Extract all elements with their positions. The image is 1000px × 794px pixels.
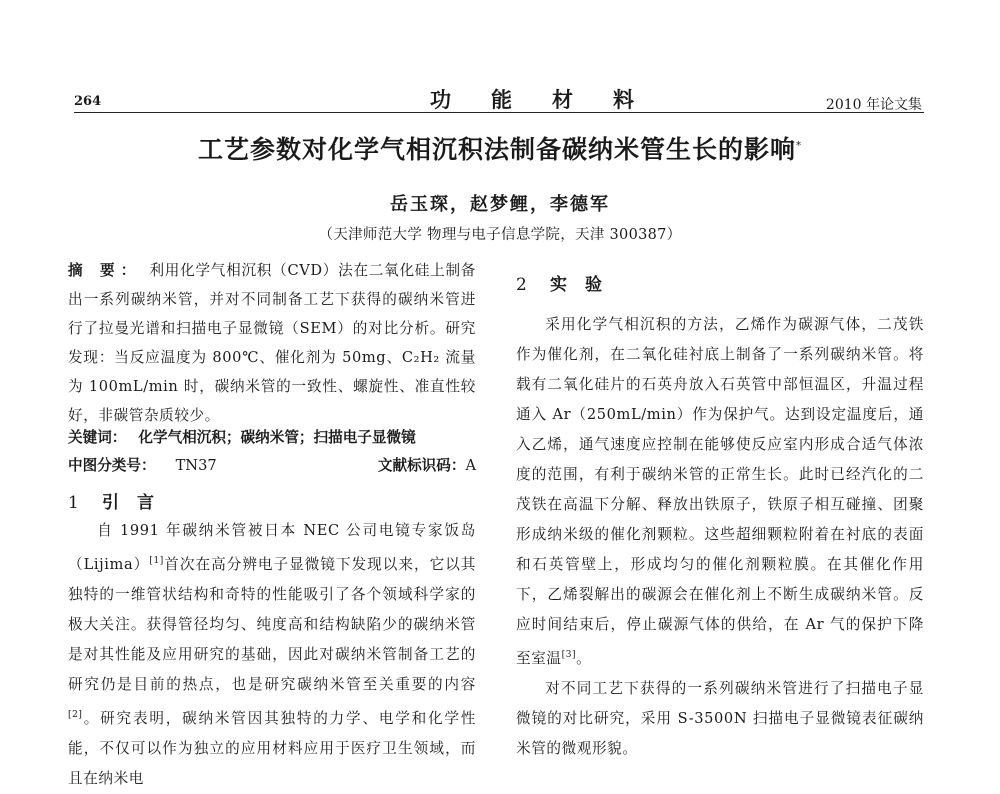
- keywords-text: 化学气相沉积；碳纳米管；扫描电子显微镜: [138, 429, 416, 446]
- clc-value: TN37: [175, 457, 217, 474]
- section-title: 实验: [550, 275, 620, 295]
- affiliation: （天津师范大学 物理与电子信息学院，天津 300387）: [318, 227, 682, 243]
- classification: [68, 452, 476, 480]
- paper-title: 工艺参数对化学气相沉积法制备碳纳米管生长的影响*: [197, 135, 802, 164]
- citation: [1]: [149, 556, 164, 566]
- section-number: 1: [68, 493, 79, 513]
- paragraph: 采用化学气相沉积的方法，乙烯作为碳源气体，二茂铁作为催化剂，在二氧化硅衬底上制备了一系列碳纳米管。将载有二氧化硅片的石英舟放入石英管中部恒温区，升温过程通入 Ar（250mL/min）作为保护气。达到设定温度后，通入乙烯，通气速度应控制在能够使反应室内形成合适气体浓度的范围，有利于碳纳米管的正常生长。此时已经汽化的二茂铁在高温下分解、释放出铁原子，铁原子相互碰撞、团聚形成纳米级的催化剂颗粒。这些超细颗粒附着在衬底的表面和石英管壁上，形成均匀的催化剂颗粒膜。在其催化作用下，乙烯裂解出的碳源会在催化剂上不断生成碳纳米管。反应时间结束后，停止碳源气体的供给，在 Ar 气的保护下降至室温[3]。: [516, 316, 924, 667]
- abstract: [68, 256, 476, 430]
- page-number: 264: [74, 94, 102, 109]
- citation: [2]: [68, 709, 83, 720]
- section-title: 引言: [102, 493, 172, 513]
- paragraph: 对不同工艺下获得的一系列碳纳米管进行了扫描电子显微镜的对比研究，采用 S-3500N 扫描电子显微镜表征碳纳米管的微观形貌。: [516, 679, 924, 757]
- keywords-label: 关键词：: [68, 429, 127, 446]
- authors: 岳玉琛，赵梦鲤，李德军: [390, 194, 610, 215]
- header-rule: [74, 112, 924, 113]
- abstract-label: 摘 要：: [68, 262, 142, 279]
- doc-code-label: 文献标识码：: [377, 457, 466, 474]
- section-number: 2: [516, 275, 527, 295]
- intro-body: [68, 516, 476, 794]
- issue-label: 2010 年论文集: [825, 97, 922, 113]
- section-heading-experiment: [516, 270, 924, 295]
- section-heading-intro: [68, 488, 476, 513]
- doc-code-value: A: [465, 457, 476, 474]
- abstract-text: 利用化学气相沉积（CVD）法在二氧化硅上制备出一系列碳纳米管，并对不同制备工艺下获得的碳纳米管进行了拉曼光谱和扫描电子显微镜（SEM）的对比分析。研究发现：当反应温度为 800℃、催化剂为 50mg、C₂H₂ 流量为 100mL/min 时，碳纳米管的一致性、螺旋性、准直性较好，非碳管杂质较少。: [68, 262, 476, 424]
- clc-label: 中图分类号：: [68, 457, 156, 474]
- citation: [3]: [561, 650, 577, 660]
- title-footnote-mark: *: [796, 140, 802, 152]
- experiment-body: [516, 310, 924, 764]
- doc-code: [378, 452, 476, 480]
- keywords: [68, 424, 476, 452]
- paragraph: 自 1991 年碳纳米管被日本 NEC 公司电镜专家饭岛（Lijima）[1]首次在高分辨电子显微镜下发现以来，它以其独特的一维管状结构和奇特的性能吸引了各个领域科学家的极大关注。获得管径均匀、纯度高和结构缺陷少的碳纳米管是对其性能及应用研究的基础，因此对碳纳米管制备工艺的研究仍是目前的热点，也是研究碳纳米管至关重要的内容[2]。研究表明，碳纳米管因其独特的力学、电学和化学性能，不仅可以作为独立的应用材料应用于医疗卫生领域，而且在纳米电: [68, 522, 477, 787]
- journal-name: 功能材料: [430, 87, 674, 112]
